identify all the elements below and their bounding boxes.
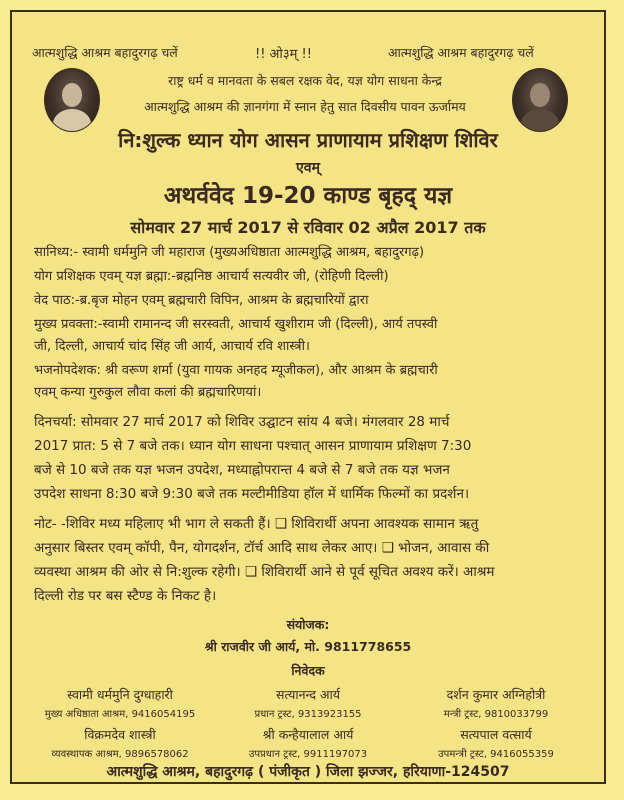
- detail-line: भजनोपदेशक: श्री वरूण शर्मा (युवा गायक अनहद म्यूजीकल), और आश्रम के ब्रह्मचारी: [34, 363, 438, 378]
- detail-line: सानिध्य:- स्वामी धर्ममुनि जी महाराज (मुख्यअधिष्ठाता आत्मशुद्धि आश्रम, बहादुरगढ़): [34, 245, 425, 260]
- intro-line-1: राष्ट्र धर्म व मानवता के सबल रक्षक वेद, यज्ञ योग साधना केन्द्र: [168, 73, 442, 88]
- note-line: व्यवस्था आश्रम की ओर से नि:शुल्क रहेगी। ❑ शिविरार्थी आने से पूर्व सूचित अवश्य करें। आश्रम: [34, 564, 495, 580]
- signatory-name: श्री कन्हैयालाल आर्य: [262, 727, 354, 742]
- header-right: आत्मशुद्धि आश्रम बहादुरगढ़ चलें: [388, 45, 534, 60]
- note-line: दिल्ली रोड पर बस स्टैण्ड के निकट है।: [34, 588, 217, 604]
- signatory-role: उपमन्त्री ट्रस्ट, 9416055359: [438, 749, 554, 760]
- header-center: !! ओ३म् !!: [255, 47, 312, 62]
- signatory-role: मुख्य अधिष्ठाता आश्रम, 9416054195: [44, 709, 196, 720]
- poster-sheet: [10, 10, 606, 784]
- camp-title: नि:शुल्क ध्यान योग आसन प्राणायाम प्रशिक्षण शिविर: [118, 128, 498, 152]
- nivedak-label: निवेदक: [291, 663, 325, 678]
- signatory-role: उपप्रधान ट्रस्ट, 9911197073: [248, 749, 368, 760]
- convener-label: संयोजक:: [286, 617, 330, 632]
- convener-name: श्री राजवीर जी आर्य, मो. 9811778655: [204, 639, 412, 654]
- detail-line: एवम् कन्या गुरुकुल लौवा कलां की ब्रह्मचारिणयां।: [34, 385, 262, 400]
- note-line: नोट- -शिविर मध्य महिलाए भी भाग ले सकती हैं। ❑ शिविरार्थी अपना आवश्यक सामान ऋतु: [34, 516, 479, 532]
- signatory-role: मन्त्री ट्रस्ट, 9810033799: [443, 709, 549, 720]
- signatory-name: सत्यपाल वत्सार्य: [460, 727, 532, 742]
- ashram-address-footer: आत्मशुद्धि आश्रम, बहादुरगढ़ ( पंजीकृत ) जिला झज्जर, हरियाणा-124507: [106, 764, 510, 780]
- evam-text: एवम्: [296, 160, 320, 176]
- detail-line: मुख्य प्रवक्ता:-स्वामी रामानन्द जी सरस्वती, आचार्य खुशीराम जी (दिल्ली), आर्य तपस्वी: [34, 317, 438, 332]
- swami-photo-left: [44, 68, 100, 132]
- signatory-role: व्यवस्थापक आश्रम, 9896578062: [51, 749, 189, 760]
- note-line: अनुसार बिस्तर एवम् कॉपी, पैन, योगदर्शन, टॉर्च आदि साथ लेकर आए। ❑ भोजन, आवास की: [34, 540, 490, 556]
- border-top: [10, 10, 606, 12]
- portrait-photo-right: [512, 68, 568, 132]
- schedule-line: बजे से 10 बजे तक यज्ञ भजन उपदेश, मध्याह्नोपरान्त 4 बजे से 7 बजे तक यज्ञ भजन: [34, 462, 450, 478]
- schedule-line: उपदेश साधना 8:30 बजे 9:30 बजे तक मल्टीमीडिया हॉल में धार्मिक फिल्मों का प्रदर्शन।: [34, 486, 470, 502]
- detail-line: वेद पाठ:-ब्र.बृज मोहन एवम् ब्रह्मचारी विपिन, आश्रम के ब्रह्मचारियों द्वारा: [34, 293, 369, 308]
- signatory-name: दर्शन कुमार अग्निहोत्री: [446, 687, 546, 702]
- intro-line-2: आत्मशुद्धि आश्रम की ज्ञानगंगा में स्नान हेतु सात दिवसीय पावन ऊर्जामय: [144, 99, 466, 114]
- yajna-subtitle: अथर्ववेद 19-20 काण्ड बृहद् यज्ञ: [163, 183, 453, 209]
- schedule-line: 2017 प्रात: 5 से 7 बजे तक। ध्यान योग साधना पश्चात् आसन प्राणायाम प्रशिक्षण 7:30: [34, 438, 472, 454]
- detail-line: योग प्रशिक्षक एवम् यज्ञ ब्रह्मा:-ब्रह्मनिष्ठ आचार्य सत्यवीर जी, (रोहिणी दिल्ली): [34, 269, 389, 284]
- signatory-name: सत्यानन्द आर्य: [276, 687, 340, 702]
- detail-line: जी, दिल्ली, आचार्य चांद सिंह जी आर्य, आचार्य रवि शास्त्री।: [34, 339, 310, 354]
- schedule-line: दिनचर्या: सोमवार 27 मार्च 2017 को शिविर उद्घाटन सांय 4 बजे। मंगलवार 28 मार्च: [34, 414, 450, 430]
- event-dates: सोमवार 27 मार्च 2017 से रविवार 02 अप्रैल 2017 तक: [130, 218, 486, 237]
- signatory-name: विक्रमदेव शास्त्री: [84, 727, 156, 742]
- border-bottom: [10, 782, 606, 784]
- signatory-name: स्वामी धर्ममुनि दुग्धाहारी: [67, 687, 173, 702]
- header-left: आत्मशुद्धि आश्रम बहादुरगढ़ चलें: [32, 45, 178, 60]
- signatory-role: प्रधान ट्रस्ट, 9313923155: [254, 709, 362, 720]
